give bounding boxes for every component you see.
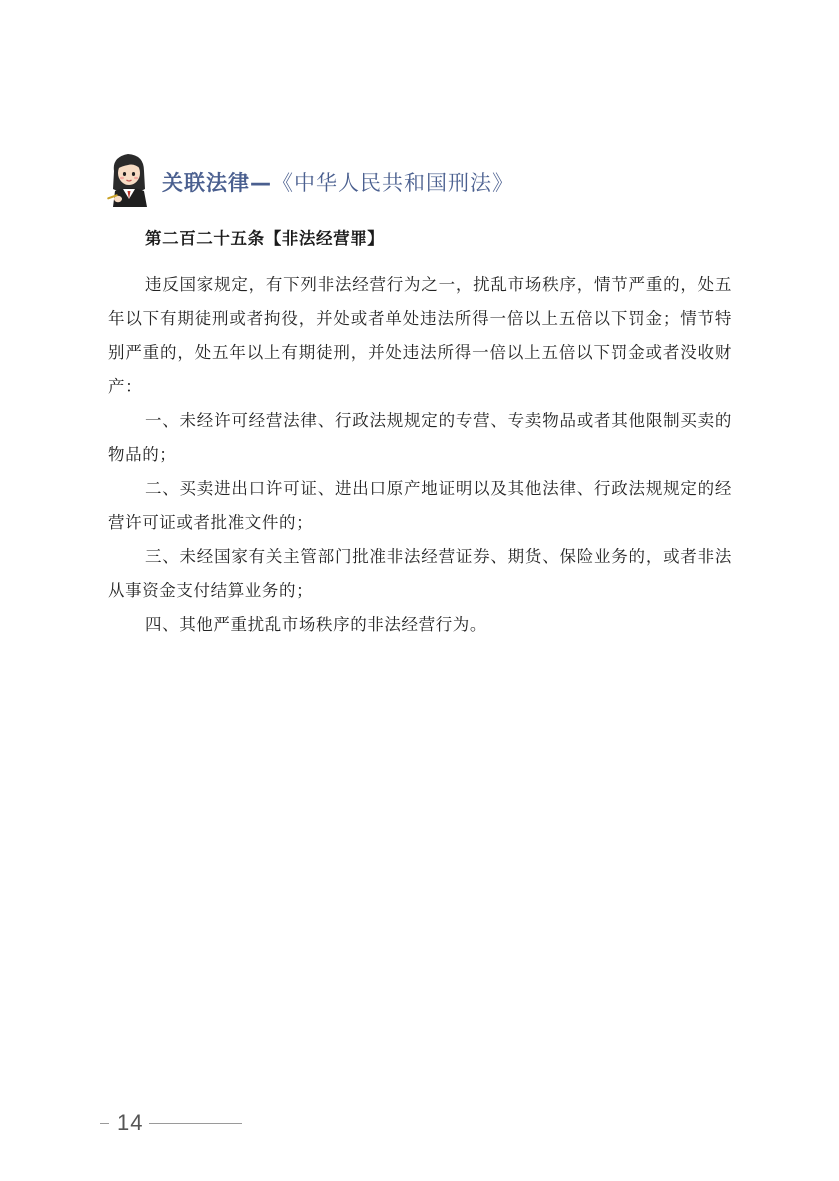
paragraph-item-4: 四、其他严重扰乱市场秩序的非法经营行为。 [145,615,487,634]
footer-rule [149,1123,242,1124]
paragraph-item-1: 一、未经许可经营法律、行政法规规定的专营、专卖物品或者其他限制买卖的物品的； [108,411,732,464]
paragraph-item-3: 三、未经国家有关主管部门批准非法经营证券、期货、保险业务的，或者非法从事资金支付结算业务的； [108,547,732,600]
paragraph-intro: 违反国家规定，有下列非法经营行为之一，扰乱市场秩序，情节严重的，处五年以下有期徒刑或者拘役，并处或者单处违法所得一倍以上五倍以下罚金；情节特别严重的，处五年以上有期徒刑，并处违法所得一倍以上五倍以下罚金或者没收财产： [108,275,732,396]
paragraph-item-2: 二、买卖进出口许可证、进出口原产地证明以及其他法律、行政法规规定的经营许可证或者批准文件的； [108,479,732,532]
page-number: 14 [117,1110,144,1135]
article-title: 第二百二十五条【非法经营罪】 [145,229,385,248]
title-main: 关联法律— [162,171,272,195]
page-footer [100,1108,242,1138]
lawyer-avatar-icon [104,149,156,207]
title-book: 《中华人民共和国刑法》 [272,171,514,195]
section-header [104,148,514,208]
section-title [162,167,514,197]
footer-dash [100,1123,109,1124]
article-content [108,222,732,642]
